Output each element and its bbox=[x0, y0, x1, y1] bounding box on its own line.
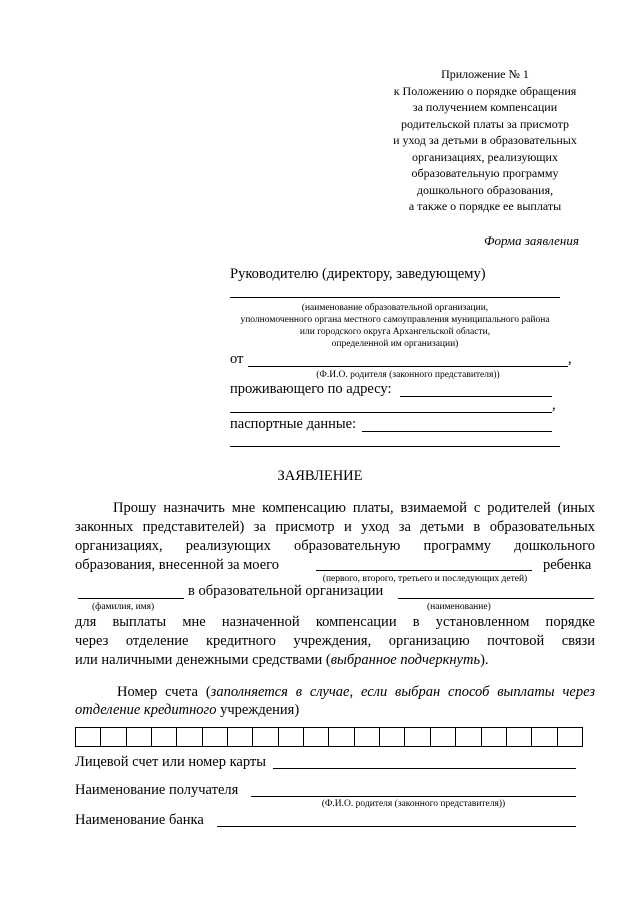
personal-account-field[interactable] bbox=[273, 768, 576, 769]
body-line: для выплаты мне назначенной компенсации в установленном порядке bbox=[75, 614, 595, 630]
appendix-line: и уход за детьми в образовательных bbox=[393, 133, 577, 147]
addressee-label: Руководителю (директору, заведующему) bbox=[230, 266, 486, 282]
appendix-line: образовательную программу bbox=[411, 166, 559, 180]
account-cell[interactable] bbox=[279, 728, 304, 746]
account-cell[interactable] bbox=[558, 728, 582, 746]
account-cell[interactable] bbox=[253, 728, 278, 746]
account-cell[interactable] bbox=[355, 728, 380, 746]
account-cell[interactable] bbox=[127, 728, 152, 746]
account-cell[interactable] bbox=[152, 728, 177, 746]
appendix-line: дошкольного образования, bbox=[416, 182, 554, 197]
bank-label: Наименование банка bbox=[75, 812, 204, 828]
body-line: организациях, реализующих образовательную программу дошкольного bbox=[75, 538, 595, 554]
account-cell[interactable] bbox=[431, 728, 456, 746]
account-label: Номер счета (заполняется в случае, если выбран способ выплаты через bbox=[117, 684, 595, 700]
body-line: законных представителей) за присмотр и уход за детьми в образовательных bbox=[75, 519, 595, 535]
account-cell[interactable] bbox=[304, 728, 329, 746]
account-cell[interactable] bbox=[177, 728, 202, 746]
body-line: Прошу назначить мне компенсацию платы, взимаемой с родителей (иных bbox=[113, 500, 595, 516]
address-label: проживающего по адресу: bbox=[230, 381, 392, 397]
appendix-line: Приложение № 1 bbox=[441, 67, 529, 81]
organization-field[interactable] bbox=[230, 297, 560, 298]
appendix-line: а также о порядке ее выплаты bbox=[408, 199, 562, 213]
body-line: образования, внесенной за моего bbox=[75, 557, 280, 573]
account-number-grid[interactable] bbox=[75, 727, 583, 747]
recipient-hint: (Ф.И.О. родителя (законного представителя)) bbox=[321, 799, 506, 809]
organization-hint: уполномоченного органа местного самоуправления муниципального района bbox=[240, 315, 550, 325]
child-order-field[interactable] bbox=[316, 570, 532, 571]
account-cell[interactable] bbox=[507, 728, 532, 746]
child-name-hint: (фамилия, имя) bbox=[92, 602, 155, 612]
appendix-line: родительской платы за присмотр bbox=[401, 116, 569, 131]
child-label: ребенка bbox=[543, 557, 592, 573]
appendix-line: к Положению о порядке обращения bbox=[393, 83, 577, 98]
from-label: от bbox=[230, 351, 244, 367]
passport-field-2[interactable] bbox=[230, 446, 560, 447]
recipient-field[interactable] bbox=[251, 796, 576, 797]
account-cell[interactable] bbox=[532, 728, 557, 746]
body-italic: выбранное подчеркнуть bbox=[330, 652, 481, 668]
document-title: ЗАЯВЛЕНИЕ bbox=[277, 468, 363, 484]
body-text: в образовательной организации bbox=[188, 583, 384, 599]
institution-field[interactable] bbox=[398, 598, 594, 599]
personal-account-label: Лицевой счет или номер карты bbox=[75, 754, 267, 770]
account-cell[interactable] bbox=[228, 728, 253, 746]
organization-hint: определенной им организации) bbox=[331, 339, 459, 349]
account-cell[interactable] bbox=[203, 728, 228, 746]
child-name-field[interactable] bbox=[78, 598, 184, 599]
account-cell[interactable] bbox=[405, 728, 430, 746]
institution-hint: (наименование) bbox=[427, 602, 491, 612]
recipient-label: Наименование получателя bbox=[75, 782, 239, 798]
organization-hint: (наименование образовательной организации, bbox=[301, 303, 489, 313]
account-cell[interactable] bbox=[329, 728, 354, 746]
child-order-hint: (первого, второго, третьего и последующих детей) bbox=[322, 574, 528, 584]
bank-field[interactable] bbox=[217, 826, 576, 827]
address-comma: , bbox=[552, 397, 556, 413]
appendix-block bbox=[370, 66, 600, 215]
form-label: Форма заявления bbox=[484, 233, 579, 248]
passport-label: паспортные данные: bbox=[230, 416, 357, 432]
applicant-name-field[interactable] bbox=[248, 366, 568, 367]
appendix-line: за получением компенсации bbox=[412, 100, 558, 114]
account-cell[interactable] bbox=[101, 728, 126, 746]
body-line: или наличными денежными средствами (выбранное подчеркнуть). bbox=[75, 652, 489, 668]
account-cell[interactable] bbox=[482, 728, 507, 746]
organization-hint: или городского округа Архангельской области, bbox=[299, 327, 491, 337]
applicant-name-hint: (Ф.И.О. родителя (законного представителя)) bbox=[316, 370, 500, 380]
from-comma: , bbox=[568, 351, 572, 367]
account-label-2: отделение кредитного учреждения) bbox=[75, 702, 300, 718]
account-cell[interactable] bbox=[76, 728, 101, 746]
address-field-2[interactable] bbox=[230, 412, 552, 413]
account-cell[interactable] bbox=[456, 728, 481, 746]
account-cell[interactable] bbox=[380, 728, 405, 746]
address-field[interactable] bbox=[400, 396, 552, 397]
passport-field[interactable] bbox=[362, 431, 552, 432]
body-line: через отделение кредитного учреждения, организацию почтовой связи bbox=[75, 633, 595, 649]
appendix-line: организациях, реализующих bbox=[412, 149, 558, 164]
